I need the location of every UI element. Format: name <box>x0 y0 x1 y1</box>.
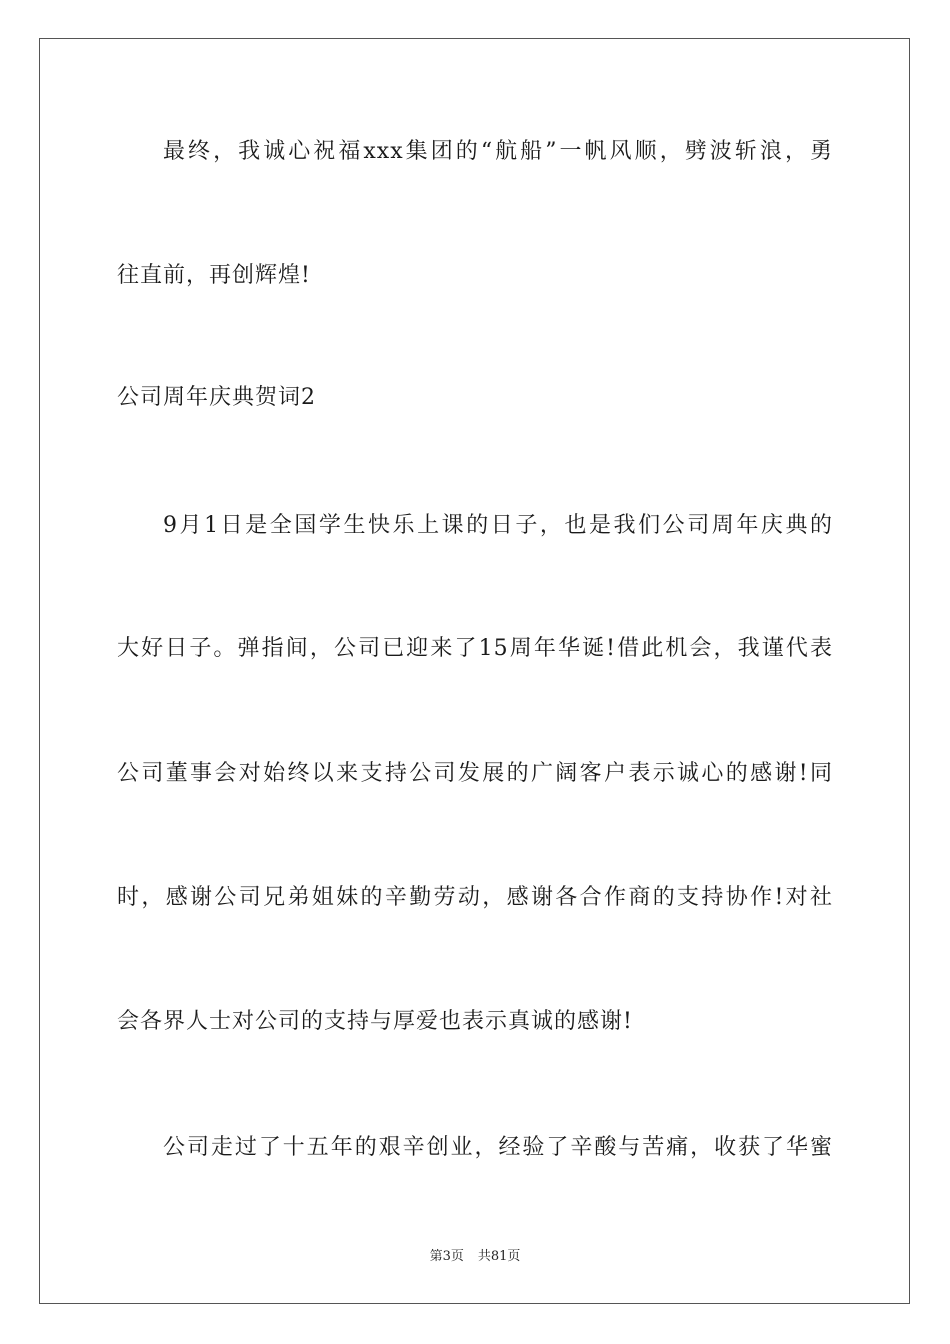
paragraph-line: 会各界人士对公司的支持与厚爱也表示真诚的感谢! <box>117 1009 633 1034</box>
paragraph-line: 公司走过了十五年的艰辛创业，经验了辛酸与苦痛，收获了华蜜 <box>163 1135 833 1160</box>
page-frame <box>39 38 910 1304</box>
paragraph-line: 时，感谢公司兄弟姐妹的辛勤劳动，感谢各合作商的支持协作!对社 <box>117 885 833 910</box>
paragraph-line: 大好日子。弹指间，公司已迎来了15周年华诞!借此机会，我谨代表 <box>117 636 833 661</box>
paragraph-line: 最终，我诚心祝福xxx集团的“航船”一帆风顺，劈波斩浪，勇 <box>163 139 833 164</box>
section-heading: 公司周年庆典贺词2 <box>117 385 316 410</box>
paragraph-line: 公司董事会对始终以来支持公司发展的广阔客户表示诚心的感谢!同 <box>117 761 833 786</box>
page-total: 共81页 <box>477 1249 521 1264</box>
paragraph-line: 往直前，再创辉煌! <box>117 263 311 288</box>
page-footer <box>0 1248 950 1266</box>
paragraph-line: 9月1日是全国学生快乐上课的日子，也是我们公司周年庆典的 <box>163 513 833 538</box>
page-number: 第3页 <box>429 1249 464 1264</box>
